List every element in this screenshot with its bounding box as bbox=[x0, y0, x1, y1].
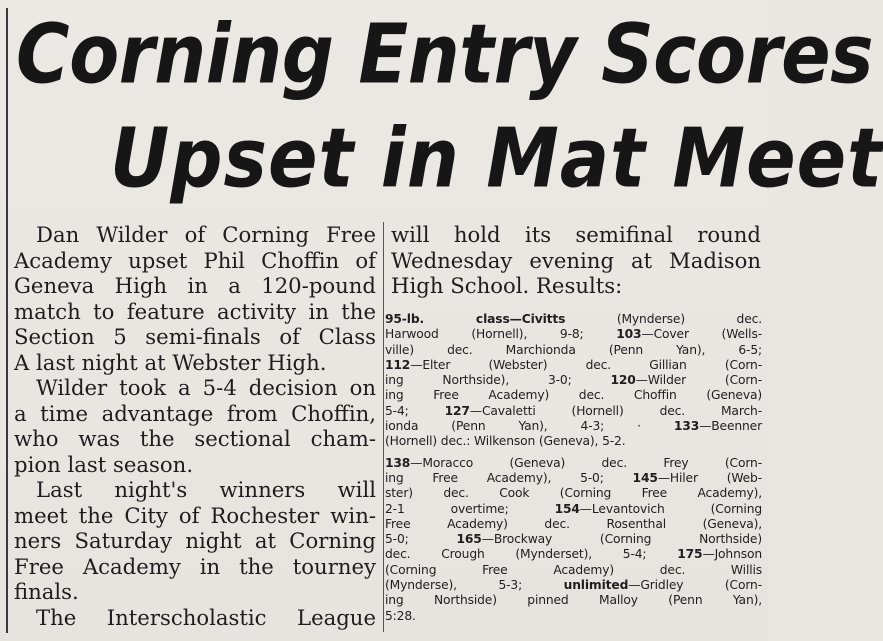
result-line bbox=[385, 532, 762, 547]
result-text: ing Northside), 3-0; bbox=[385, 373, 611, 388]
paragraph-4 bbox=[14, 605, 376, 631]
column-rule bbox=[383, 222, 384, 632]
text-line: Wilder took a 5-4 decision on bbox=[36, 375, 376, 400]
weight-class-label: 175 bbox=[677, 547, 703, 562]
result-text: —Brockway (Corning Northside) bbox=[481, 532, 762, 547]
text-line: Section 5 semi-finals of Class bbox=[14, 324, 376, 349]
headline-line-1: Corning Entry Scores bbox=[16, 7, 874, 103]
result-text: —Gridley (Corn- bbox=[628, 578, 762, 593]
result-line bbox=[385, 419, 762, 434]
result-line bbox=[385, 456, 762, 471]
text-line: A last night at Webster High. bbox=[14, 349, 327, 375]
result-text: Harwood (Hornell), 9-8; bbox=[385, 327, 617, 342]
weight-class-label: 112 bbox=[385, 357, 411, 372]
result-text: 5-4; bbox=[385, 403, 445, 418]
weight-class-label: 154 bbox=[554, 501, 580, 516]
result-text: (Mynderse) dec. bbox=[565, 312, 762, 326]
result-text: —Cavaletti (Hornell) dec. March- bbox=[469, 403, 762, 418]
text-line: The Interscholastic League bbox=[36, 604, 376, 630]
result-line bbox=[385, 388, 762, 403]
result-line bbox=[385, 578, 762, 593]
result-line bbox=[385, 327, 762, 342]
weight-class-label: 95-lb. class—Civitts bbox=[385, 312, 566, 326]
article-left-column bbox=[14, 222, 376, 630]
result-text: —Levantovich (Corning bbox=[579, 501, 762, 516]
text-line: Academy upset Phil Choffin of bbox=[14, 247, 376, 273]
text-line: High School. Results: bbox=[391, 273, 623, 298]
result-text: —Elter (Webster) dec. Gillian (Corn- bbox=[410, 357, 762, 372]
text-line: Wednesday evening at Madison bbox=[391, 247, 761, 273]
result-text: ionda (Penn Yan), 4-3; · bbox=[385, 419, 674, 434]
paragraph-1 bbox=[14, 222, 376, 375]
article-right-column bbox=[391, 222, 761, 299]
result-text: 5-0; bbox=[385, 532, 457, 547]
text-line: finals. bbox=[14, 579, 79, 604]
text-line: meet the City of Rochester win- bbox=[14, 502, 376, 528]
headline-line-2: Upset in Mat Meet bbox=[110, 111, 883, 207]
result-text: ing Northside) pinned Malloy (Penn Yan), bbox=[385, 593, 762, 608]
result-text: (Mynderse), 5-3; bbox=[385, 578, 564, 593]
result-line bbox=[385, 547, 762, 562]
result-text: Free Academy) dec. Rosenthal (Geneva), bbox=[385, 516, 762, 531]
text-line: who was the sectional cham- bbox=[14, 426, 376, 451]
result-text: (Hornell) dec.: Wilkenson (Geneva), 5-2. bbox=[385, 434, 626, 449]
result-text: ville) dec. Marchionda (Penn Yan), 6-5; bbox=[385, 342, 762, 357]
result-line bbox=[385, 609, 762, 624]
result-text: 5:28. bbox=[385, 608, 416, 623]
result-text: ing Free Academy) dec. Choffin (Geneva) bbox=[385, 388, 762, 403]
weight-class-label: 127 bbox=[444, 403, 470, 418]
text-line: Geneva High in a 120-pound bbox=[14, 273, 376, 298]
weight-class-label: unlimited bbox=[563, 578, 629, 593]
match-results bbox=[385, 312, 762, 624]
result-line bbox=[385, 373, 762, 388]
headline bbox=[0, 0, 883, 207]
text-line: pion last season. bbox=[14, 451, 194, 477]
text-line: Free Academy in the tourney bbox=[14, 553, 376, 579]
result-line bbox=[385, 471, 762, 486]
result-text: —Cover (Wells- bbox=[641, 327, 762, 342]
result-text: —Beenner bbox=[699, 419, 762, 434]
paragraph-2 bbox=[14, 375, 376, 477]
text-line: a time advantage from Choffin, bbox=[14, 400, 376, 426]
result-text: (Corning Free Academy) dec. Willis bbox=[385, 562, 762, 577]
result-line bbox=[385, 563, 762, 578]
result-text: —Wilder (Corn- bbox=[635, 373, 762, 388]
result-text: 2-1 overtime; bbox=[385, 501, 555, 516]
result-line bbox=[385, 343, 762, 358]
weight-class-label: 120 bbox=[610, 373, 636, 388]
text-line: Last night's winners will bbox=[36, 477, 376, 502]
paragraph-3 bbox=[14, 477, 376, 605]
weight-class-label: 133 bbox=[673, 419, 700, 434]
result-line bbox=[385, 517, 762, 532]
text-line: will hold its semifinal round bbox=[391, 222, 761, 247]
paragraph-continued bbox=[391, 222, 761, 299]
text-line: match to feature activity in the bbox=[14, 298, 376, 324]
result-text: —Moracco (Geneva) dec. Frey (Corn- bbox=[410, 455, 762, 470]
result-line bbox=[385, 502, 762, 517]
result-line bbox=[385, 486, 762, 501]
result-line bbox=[385, 404, 762, 419]
weight-class-label: 138 bbox=[385, 455, 411, 470]
weight-class-label: 165 bbox=[456, 532, 482, 547]
result-text: ster) dec. Cook (Corning Free Academy), bbox=[385, 486, 762, 501]
result-text: ing Free Academy), 5-0; bbox=[385, 470, 633, 485]
text-line: ners Saturday night at Corning bbox=[14, 528, 376, 553]
weight-class-label: 103 bbox=[616, 327, 642, 342]
result-line bbox=[385, 312, 762, 327]
result-line bbox=[385, 593, 762, 608]
result-line bbox=[385, 358, 762, 373]
weight-class-label: 145 bbox=[632, 470, 658, 485]
result-text: —Hiler (Web- bbox=[657, 470, 763, 485]
result-text: dec. Crough (Mynderset), 5-4; bbox=[385, 547, 678, 562]
result-line bbox=[385, 434, 762, 449]
result-text: —Johnson bbox=[702, 547, 762, 562]
text-line: Dan Wilder of Corning Free bbox=[36, 222, 376, 247]
